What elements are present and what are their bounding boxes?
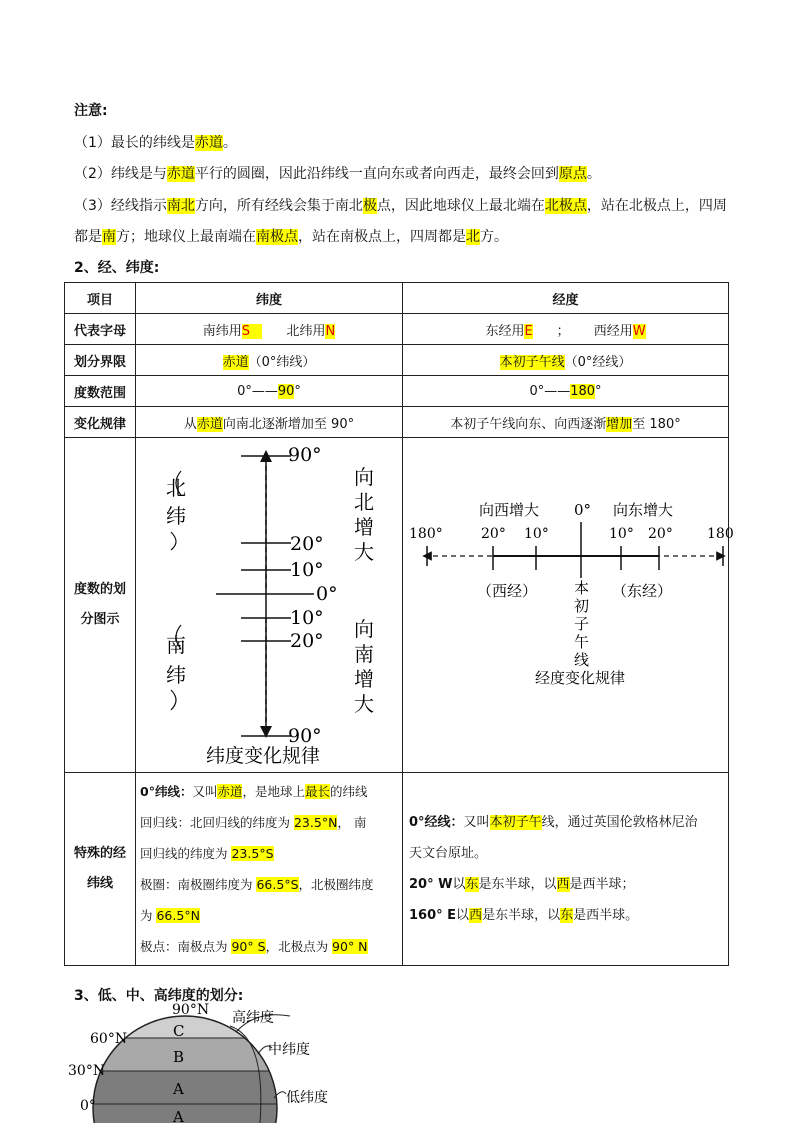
- highlight: 90: [277, 383, 295, 399]
- table-row: [65, 407, 729, 438]
- highlight: 极: [362, 198, 377, 214]
- row-label: 划分界限: [65, 345, 136, 376]
- row-label: [65, 773, 136, 966]
- text: ；: [556, 323, 570, 339]
- cell-lat: [136, 376, 403, 407]
- note-2: [74, 163, 601, 183]
- label-s10: 10°: [290, 607, 324, 629]
- highlight: 66.5°N: [156, 908, 200, 923]
- highlight: 23.5°N: [293, 815, 338, 830]
- high-latitude-label: 高纬度: [232, 1010, 274, 1026]
- label-s90: 90°: [288, 725, 322, 747]
- text: 回归线：北回归线的纬度为: [140, 815, 294, 830]
- highlight: 赤道: [166, 166, 195, 182]
- text: 从: [183, 416, 197, 432]
- prime-char: 子: [574, 615, 590, 633]
- table-row: [65, 773, 729, 966]
- label-w180: 180°: [409, 526, 443, 542]
- special-longitudes: [403, 773, 729, 966]
- text: （0°纬线）: [248, 354, 316, 370]
- highlight: 东: [560, 908, 574, 923]
- west-label: （西经）: [477, 582, 538, 600]
- text: 又叫: [463, 815, 490, 830]
- highlight: S: [241, 323, 251, 339]
- text: 是西半球。: [573, 908, 639, 923]
- special-lat-line: [140, 838, 398, 869]
- text: 的纬线: [330, 784, 368, 799]
- text: 以: [456, 908, 470, 923]
- text: 0°经线：: [409, 815, 464, 830]
- text: 20° W: [409, 877, 453, 892]
- highlight: 本初子午: [489, 815, 542, 830]
- text: 是西半球；: [569, 877, 635, 892]
- highlight: N: [325, 323, 336, 339]
- south-label-char: 南: [166, 633, 186, 657]
- highlight: 本初子午线: [499, 354, 565, 370]
- text: 极点：南极点为: [140, 939, 232, 954]
- note-text: 点，因此地球仪上最北端在: [376, 198, 545, 214]
- note-text: 平行的圆圈，因此沿纬线一直向东或者向西走，最终会回到: [194, 166, 559, 182]
- east-inc-label: 向东增大: [613, 501, 674, 519]
- highlight: 赤道: [194, 135, 223, 151]
- highlight: 180: [570, 383, 596, 399]
- latitude-diagram: [136, 438, 402, 768]
- text: 度数的划: [73, 582, 126, 597]
- west-inc-label: 向西增大: [479, 501, 540, 519]
- highlight: 赤道: [222, 354, 249, 370]
- note-text: （3）经线指示: [74, 198, 167, 214]
- latitude-caption: 纬度变化规律: [206, 745, 321, 767]
- note-text: （2）纬线是与: [74, 166, 167, 182]
- prime-char: 初: [574, 597, 590, 615]
- text: 0°纬线：: [140, 784, 193, 799]
- highlight: 90° S: [231, 939, 266, 954]
- label-e180: 180: [707, 526, 734, 542]
- label-zero: 0°: [574, 501, 592, 519]
- note-text: 。: [586, 166, 601, 182]
- text: 0°——: [237, 383, 278, 399]
- text: 极圈：南极圈纬度为: [140, 877, 257, 892]
- text: 北纬用: [286, 323, 326, 339]
- zone-a-label: A: [173, 1108, 184, 1123]
- south-inc-char: 大: [354, 692, 374, 716]
- label-60n: 60°N: [90, 1031, 128, 1047]
- text: 向南北逐渐增加至 90°: [222, 416, 355, 432]
- special-lat-line: [140, 807, 398, 838]
- header-longitude: 经度: [403, 283, 729, 314]
- label-s20: 20°: [290, 630, 324, 652]
- east-label: （东经）: [612, 582, 673, 600]
- latitude-diagram-cell: [136, 438, 403, 773]
- text: （0°经线）: [564, 354, 632, 370]
- text: 南纬用: [202, 323, 242, 339]
- south-inc-char: 增: [354, 667, 374, 691]
- text: 160° E: [409, 908, 457, 923]
- label-w20: 20°: [481, 526, 506, 542]
- label-e10: 10°: [609, 526, 634, 542]
- section-3-title: 3、低、中、高纬度的划分:: [74, 988, 244, 1004]
- text: 本初子午线向东、向西逐渐: [450, 416, 607, 432]
- text: 以: [452, 877, 466, 892]
- highlight: 66.5°S: [256, 877, 299, 892]
- highlight: 西: [556, 877, 570, 892]
- header-item: 项目: [65, 283, 136, 314]
- text: 线，通过英国伦敦格林尼治: [541, 815, 698, 830]
- text: 又叫: [192, 784, 218, 799]
- cell-lon: [403, 345, 729, 376]
- north-label-char: 纬: [166, 504, 186, 528]
- text: ，是地球上: [242, 784, 305, 799]
- highlight: E: [524, 323, 533, 339]
- label-w10: 10°: [524, 526, 549, 542]
- note-text: ，站在南极点上，四周都是: [298, 229, 466, 245]
- note-text: 。: [222, 135, 237, 151]
- north-inc-char: 大: [354, 540, 374, 564]
- label-e20: 20°: [648, 526, 673, 542]
- cell-lat: [136, 345, 403, 376]
- highlight: 原点: [558, 166, 587, 182]
- row-label: 度数范围: [65, 376, 136, 407]
- header-latitude: 纬度: [136, 283, 403, 314]
- text: 0°——: [529, 383, 571, 399]
- highlight: 南: [102, 229, 116, 245]
- text: ，北极点为: [265, 939, 333, 954]
- cell-lon: [403, 376, 729, 407]
- text: 至 180°: [632, 416, 681, 432]
- special-lon-line: [409, 869, 724, 900]
- note-text: 方；地球仪上最南端在: [116, 229, 256, 245]
- note-text: 方向，所有经线会集于南北: [194, 198, 363, 214]
- mid-latitude-label: 中纬度: [268, 1042, 310, 1058]
- highlight: 南极点: [256, 229, 298, 245]
- special-latitudes: [136, 773, 403, 966]
- text: ， 南: [337, 815, 367, 830]
- north-label-char: 北: [166, 476, 186, 500]
- text: 天文台原址。: [409, 846, 488, 861]
- special-lat-line: [140, 776, 398, 807]
- cell-lat: [136, 407, 403, 438]
- text: ，北极圈纬度: [298, 877, 374, 892]
- note-text: 都是: [74, 229, 102, 245]
- latitude-zones-diagram: [60, 998, 360, 1123]
- special-lon-line: [409, 807, 724, 838]
- highlight: 南北: [166, 198, 195, 214]
- highlight: 北: [466, 229, 480, 245]
- north-inc-char: 增: [354, 515, 374, 539]
- text: 是东半球，以: [482, 908, 561, 923]
- note-text: ，站在北极点上，四周: [586, 198, 727, 214]
- highlight: 90° N: [332, 939, 368, 954]
- note-text: 方。: [480, 229, 508, 245]
- table-row: [65, 345, 729, 376]
- special-lat-line: [140, 900, 398, 931]
- label-n90: 90°: [288, 444, 322, 466]
- prime-char: 本: [574, 579, 590, 597]
- text: °: [595, 383, 602, 399]
- table-row: [65, 438, 729, 773]
- note-text: （1）最长的纬线是: [74, 135, 195, 151]
- notes-title: 注意:: [74, 103, 108, 119]
- text: 回归线的纬度为: [140, 846, 232, 861]
- highlight: 23.5°S: [231, 846, 274, 861]
- label-equator: 0°: [80, 1098, 96, 1114]
- north-inc-char: 北: [354, 490, 374, 514]
- zone-b-label: B: [173, 1048, 185, 1066]
- note-1: [74, 132, 237, 152]
- label-90n: 90°N: [172, 1002, 210, 1018]
- note-3: [74, 195, 727, 215]
- south-label-char: 纬: [166, 663, 186, 687]
- text: 西经用: [593, 323, 633, 339]
- low-latitude-label: 低纬度: [286, 1090, 328, 1106]
- special-lon-line: [409, 900, 724, 931]
- row-label: 变化规律: [65, 407, 136, 438]
- row-label: [65, 438, 136, 773]
- row-label: 代表字母: [65, 314, 136, 345]
- highlight: 西: [469, 908, 483, 923]
- highlight: 北极点: [544, 198, 587, 214]
- special-lat-line: [140, 931, 398, 962]
- text: 为: [140, 908, 157, 923]
- zone-a-label: A: [173, 1080, 184, 1098]
- highlight: 最长: [305, 784, 331, 799]
- longitude-caption: 经度变化规律: [535, 669, 626, 687]
- cell-lon: [403, 314, 729, 345]
- table-row: [65, 376, 729, 407]
- label-n20: 20°: [290, 533, 324, 555]
- label-30n: 30°N: [68, 1063, 106, 1079]
- label-zero: 0°: [316, 583, 338, 605]
- zone-c-label: C: [173, 1022, 185, 1040]
- text: 分图示: [80, 612, 120, 627]
- text: 纬线: [86, 876, 113, 891]
- note-4: [74, 226, 508, 246]
- lat-lon-table: [64, 282, 734, 966]
- highlight: 赤道: [196, 416, 223, 432]
- highlight: 东: [465, 877, 479, 892]
- south-inc-char: 南: [354, 642, 374, 666]
- longitude-diagram-cell: [403, 438, 734, 773]
- text: 东经用: [485, 323, 525, 339]
- text: °: [294, 383, 301, 399]
- prime-char: 线: [574, 651, 590, 669]
- highlight: 赤道: [217, 784, 243, 799]
- south-inc-char: 向: [354, 617, 374, 641]
- highlight: 增加: [606, 416, 633, 432]
- text: 是东半球，以: [478, 877, 557, 892]
- section-2-title: 2、经、纬度:: [74, 260, 160, 276]
- table-row: [65, 314, 729, 345]
- label-n10: 10°: [290, 559, 324, 581]
- cell-lat: [136, 314, 403, 345]
- special-lon-line: [409, 838, 724, 869]
- longitude-diagram: [403, 438, 734, 768]
- prime-char: 午: [574, 633, 590, 651]
- text: 特殊的经: [73, 846, 126, 861]
- north-inc-char: 向: [354, 465, 374, 489]
- cell-lon: [403, 407, 729, 438]
- special-lat-line: [140, 869, 398, 900]
- highlight: W: [632, 323, 646, 339]
